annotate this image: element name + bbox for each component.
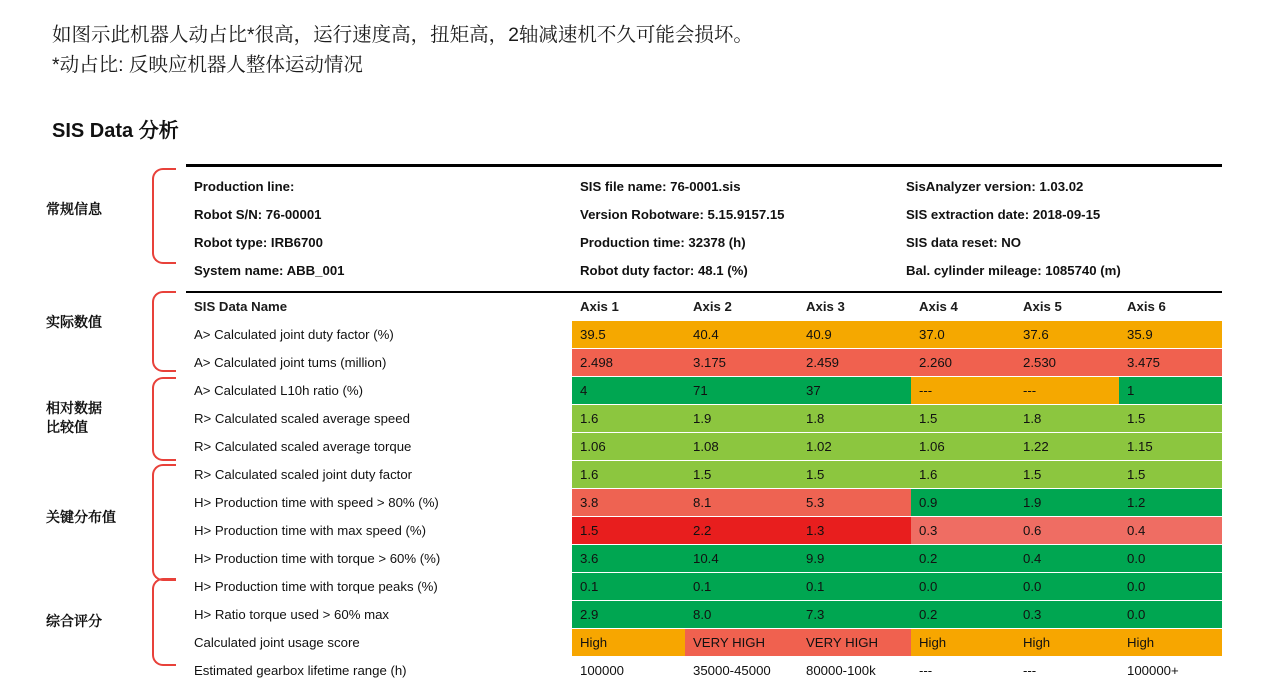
category-label-score: 综合评分 — [46, 613, 102, 629]
cell-axis-6: 1.5 — [1119, 461, 1222, 489]
cell-axis-3: 1.8 — [798, 405, 911, 433]
info-cell-production-line: Production line: — [186, 166, 572, 201]
sis-data-table-wrapper — [186, 164, 1222, 685]
cell-axis-5: 37.6 — [1015, 321, 1119, 349]
row-label: R> Calculated scaled average speed — [186, 405, 572, 433]
category-label-key-distribution: 关键分布值 — [46, 509, 116, 525]
column-header-name: SIS Data Name — [186, 292, 572, 321]
cell-axis-3: 1.3 — [798, 517, 911, 545]
cell-axis-3: 0.1 — [798, 573, 911, 601]
table-row — [186, 657, 1222, 685]
cell-axis-1: 3.6 — [572, 545, 685, 573]
cell-axis-6: 35.9 — [1119, 321, 1222, 349]
table-row — [186, 461, 1222, 489]
intro-line-1: 如图示此机器人动占比*很高，运行速度高，扭矩高，2轴减速机不久可能会损坏。 — [52, 24, 753, 46]
bracket-actual — [152, 291, 176, 372]
row-label: H> Production time with max speed (%) — [186, 517, 572, 545]
cell-axis-4: 1.06 — [911, 433, 1015, 461]
cell-axis-3: 80000-100k — [798, 657, 911, 685]
intro-line-2: *动占比: 反映应机器人整体运动情况 — [52, 54, 363, 76]
table-row — [186, 601, 1222, 629]
bracket-relative — [152, 377, 176, 461]
info-cell-robot-duty-factor: Robot duty factor: 48.1 (%) — [572, 257, 898, 291]
column-header-axis-5: Axis 5 — [1015, 292, 1119, 321]
cell-axis-3: 37 — [798, 377, 911, 405]
category-label-actual: 实际数值 — [46, 314, 102, 330]
cell-axis-4: High — [911, 629, 1015, 657]
cell-axis-5: --- — [1015, 657, 1119, 685]
cell-axis-6: 100000+ — [1119, 657, 1222, 685]
cell-axis-5: High — [1015, 629, 1119, 657]
table-row — [186, 545, 1222, 573]
info-cell-sis-file-name: SIS file name: 76-0001.sis — [572, 166, 898, 201]
table-row — [186, 321, 1222, 349]
cell-axis-2: 1.9 — [685, 405, 798, 433]
cell-axis-1: 3.8 — [572, 489, 685, 517]
cell-axis-2: 71 — [685, 377, 798, 405]
cell-axis-1: 100000 — [572, 657, 685, 685]
cell-axis-6: 0.0 — [1119, 545, 1222, 573]
cell-axis-6: High — [1119, 629, 1222, 657]
sis-data-table — [186, 291, 1222, 685]
column-header-axis-4: Axis 4 — [911, 292, 1015, 321]
info-cell-robot-sn: Robot S/N: 76-00001 — [186, 201, 572, 229]
row-label: R> Calculated scaled joint duty factor — [186, 461, 572, 489]
row-label: H> Production time with speed > 80% (%) — [186, 489, 572, 517]
cell-axis-4: --- — [911, 657, 1015, 685]
cell-axis-1: 4 — [572, 377, 685, 405]
cell-axis-2: VERY HIGH — [685, 629, 798, 657]
cell-axis-1: 0.1 — [572, 573, 685, 601]
cell-axis-2: 8.0 — [685, 601, 798, 629]
info-row — [186, 229, 1222, 257]
row-label: Estimated gearbox lifetime range (h) — [186, 657, 572, 685]
cell-axis-6: 0.0 — [1119, 601, 1222, 629]
info-cell-sis-extraction-date: SIS extraction date: 2018-09-15 — [898, 201, 1222, 229]
row-label: A> Calculated joint duty factor (%) — [186, 321, 572, 349]
cell-axis-4: --- — [911, 377, 1015, 405]
info-cell-robot-type: Robot type: IRB6700 — [186, 229, 572, 257]
cell-axis-4: 0.2 — [911, 545, 1015, 573]
cell-axis-1: High — [572, 629, 685, 657]
table-row — [186, 573, 1222, 601]
cell-axis-3: 2.459 — [798, 349, 911, 377]
cell-axis-2: 40.4 — [685, 321, 798, 349]
info-row — [186, 201, 1222, 229]
cell-axis-5: 0.0 — [1015, 573, 1119, 601]
category-label-relative-1: 相对数据 — [46, 400, 102, 416]
column-header-axis-1: Axis 1 — [572, 292, 685, 321]
cell-axis-5: 1.9 — [1015, 489, 1119, 517]
cell-axis-4: 0.2 — [911, 601, 1015, 629]
table-row — [186, 489, 1222, 517]
cell-axis-2: 8.1 — [685, 489, 798, 517]
cell-axis-4: 0.0 — [911, 573, 1015, 601]
sis-table-body — [186, 321, 1222, 685]
column-header-axis-3: Axis 3 — [798, 292, 911, 321]
table-header-row — [186, 292, 1222, 321]
table-row — [186, 349, 1222, 377]
bracket-key-distribution — [152, 464, 176, 581]
table-row — [186, 517, 1222, 545]
cell-axis-5: 1.8 — [1015, 405, 1119, 433]
cell-axis-6: 1.15 — [1119, 433, 1222, 461]
cell-axis-3: 1.02 — [798, 433, 911, 461]
cell-axis-1: 1.06 — [572, 433, 685, 461]
cell-axis-2: 0.1 — [685, 573, 798, 601]
cell-axis-5: 1.5 — [1015, 461, 1119, 489]
cell-axis-1: 1.5 — [572, 517, 685, 545]
intro-text — [52, 20, 1232, 80]
cell-axis-2: 2.2 — [685, 517, 798, 545]
info-cell-bal-cylinder-mileage: Bal. cylinder mileage: 1085740 (m) — [898, 257, 1222, 291]
cell-axis-1: 1.6 — [572, 461, 685, 489]
row-label: H> Ratio torque used > 60% max — [186, 601, 572, 629]
info-cell-version-robotware: Version Robotware: 5.15.9157.15 — [572, 201, 898, 229]
cell-axis-6: 1.5 — [1119, 405, 1222, 433]
cell-axis-2: 3.175 — [685, 349, 798, 377]
table-row — [186, 405, 1222, 433]
section-title: SIS Data 分析 — [52, 120, 179, 142]
general-info-body — [186, 166, 1222, 291]
cell-axis-5: --- — [1015, 377, 1119, 405]
cell-axis-4: 37.0 — [911, 321, 1015, 349]
cell-axis-1: 2.9 — [572, 601, 685, 629]
cell-axis-3: 1.5 — [798, 461, 911, 489]
cell-axis-4: 2.260 — [911, 349, 1015, 377]
info-cell-sisanalyzer-version: SisAnalyzer version: 1.03.02 — [898, 166, 1222, 201]
row-label: A> Calculated L10h ratio (%) — [186, 377, 572, 405]
cell-axis-3: 5.3 — [798, 489, 911, 517]
cell-axis-6: 0.4 — [1119, 517, 1222, 545]
table-row — [186, 377, 1222, 405]
general-info-table — [186, 164, 1222, 291]
cell-axis-5: 1.22 — [1015, 433, 1119, 461]
cell-axis-2: 1.5 — [685, 461, 798, 489]
cell-axis-3: 7.3 — [798, 601, 911, 629]
info-row — [186, 257, 1222, 291]
cell-axis-4: 0.3 — [911, 517, 1015, 545]
info-cell-production-time: Production time: 32378 (h) — [572, 229, 898, 257]
cell-axis-4: 1.6 — [911, 461, 1015, 489]
cell-axis-1: 2.498 — [572, 349, 685, 377]
column-header-axis-6: Axis 6 — [1119, 292, 1222, 321]
table-row — [186, 629, 1222, 657]
info-row — [186, 166, 1222, 201]
cell-axis-5: 0.4 — [1015, 545, 1119, 573]
cell-axis-2: 35000-45000 — [685, 657, 798, 685]
cell-axis-3: 40.9 — [798, 321, 911, 349]
row-label: H> Production time with torque peaks (%) — [186, 573, 572, 601]
cell-axis-2: 10.4 — [685, 545, 798, 573]
cell-axis-1: 1.6 — [572, 405, 685, 433]
info-cell-system-name: System name: ABB_001 — [186, 257, 572, 291]
column-header-axis-2: Axis 2 — [685, 292, 798, 321]
category-label-general: 常规信息 — [46, 201, 102, 217]
cell-axis-4: 1.5 — [911, 405, 1015, 433]
cell-axis-4: 0.9 — [911, 489, 1015, 517]
row-label: H> Production time with torque > 60% (%) — [186, 545, 572, 573]
info-cell-sis-data-reset: SIS data reset: NO — [898, 229, 1222, 257]
cell-axis-3: 9.9 — [798, 545, 911, 573]
table-row — [186, 433, 1222, 461]
cell-axis-5: 0.3 — [1015, 601, 1119, 629]
cell-axis-1: 39.5 — [572, 321, 685, 349]
cell-axis-6: 3.475 — [1119, 349, 1222, 377]
cell-axis-2: 1.08 — [685, 433, 798, 461]
cell-axis-6: 1.2 — [1119, 489, 1222, 517]
row-label: Calculated joint usage score — [186, 629, 572, 657]
bracket-general — [152, 168, 176, 264]
cell-axis-5: 0.6 — [1015, 517, 1119, 545]
row-label: R> Calculated scaled average torque — [186, 433, 572, 461]
cell-axis-5: 2.530 — [1015, 349, 1119, 377]
cell-axis-6: 1 — [1119, 377, 1222, 405]
cell-axis-3: VERY HIGH — [798, 629, 911, 657]
category-label-relative-2: 比较值 — [46, 419, 88, 435]
cell-axis-6: 0.0 — [1119, 573, 1222, 601]
bracket-score — [152, 578, 176, 666]
row-label: A> Calculated joint tums (million) — [186, 349, 572, 377]
